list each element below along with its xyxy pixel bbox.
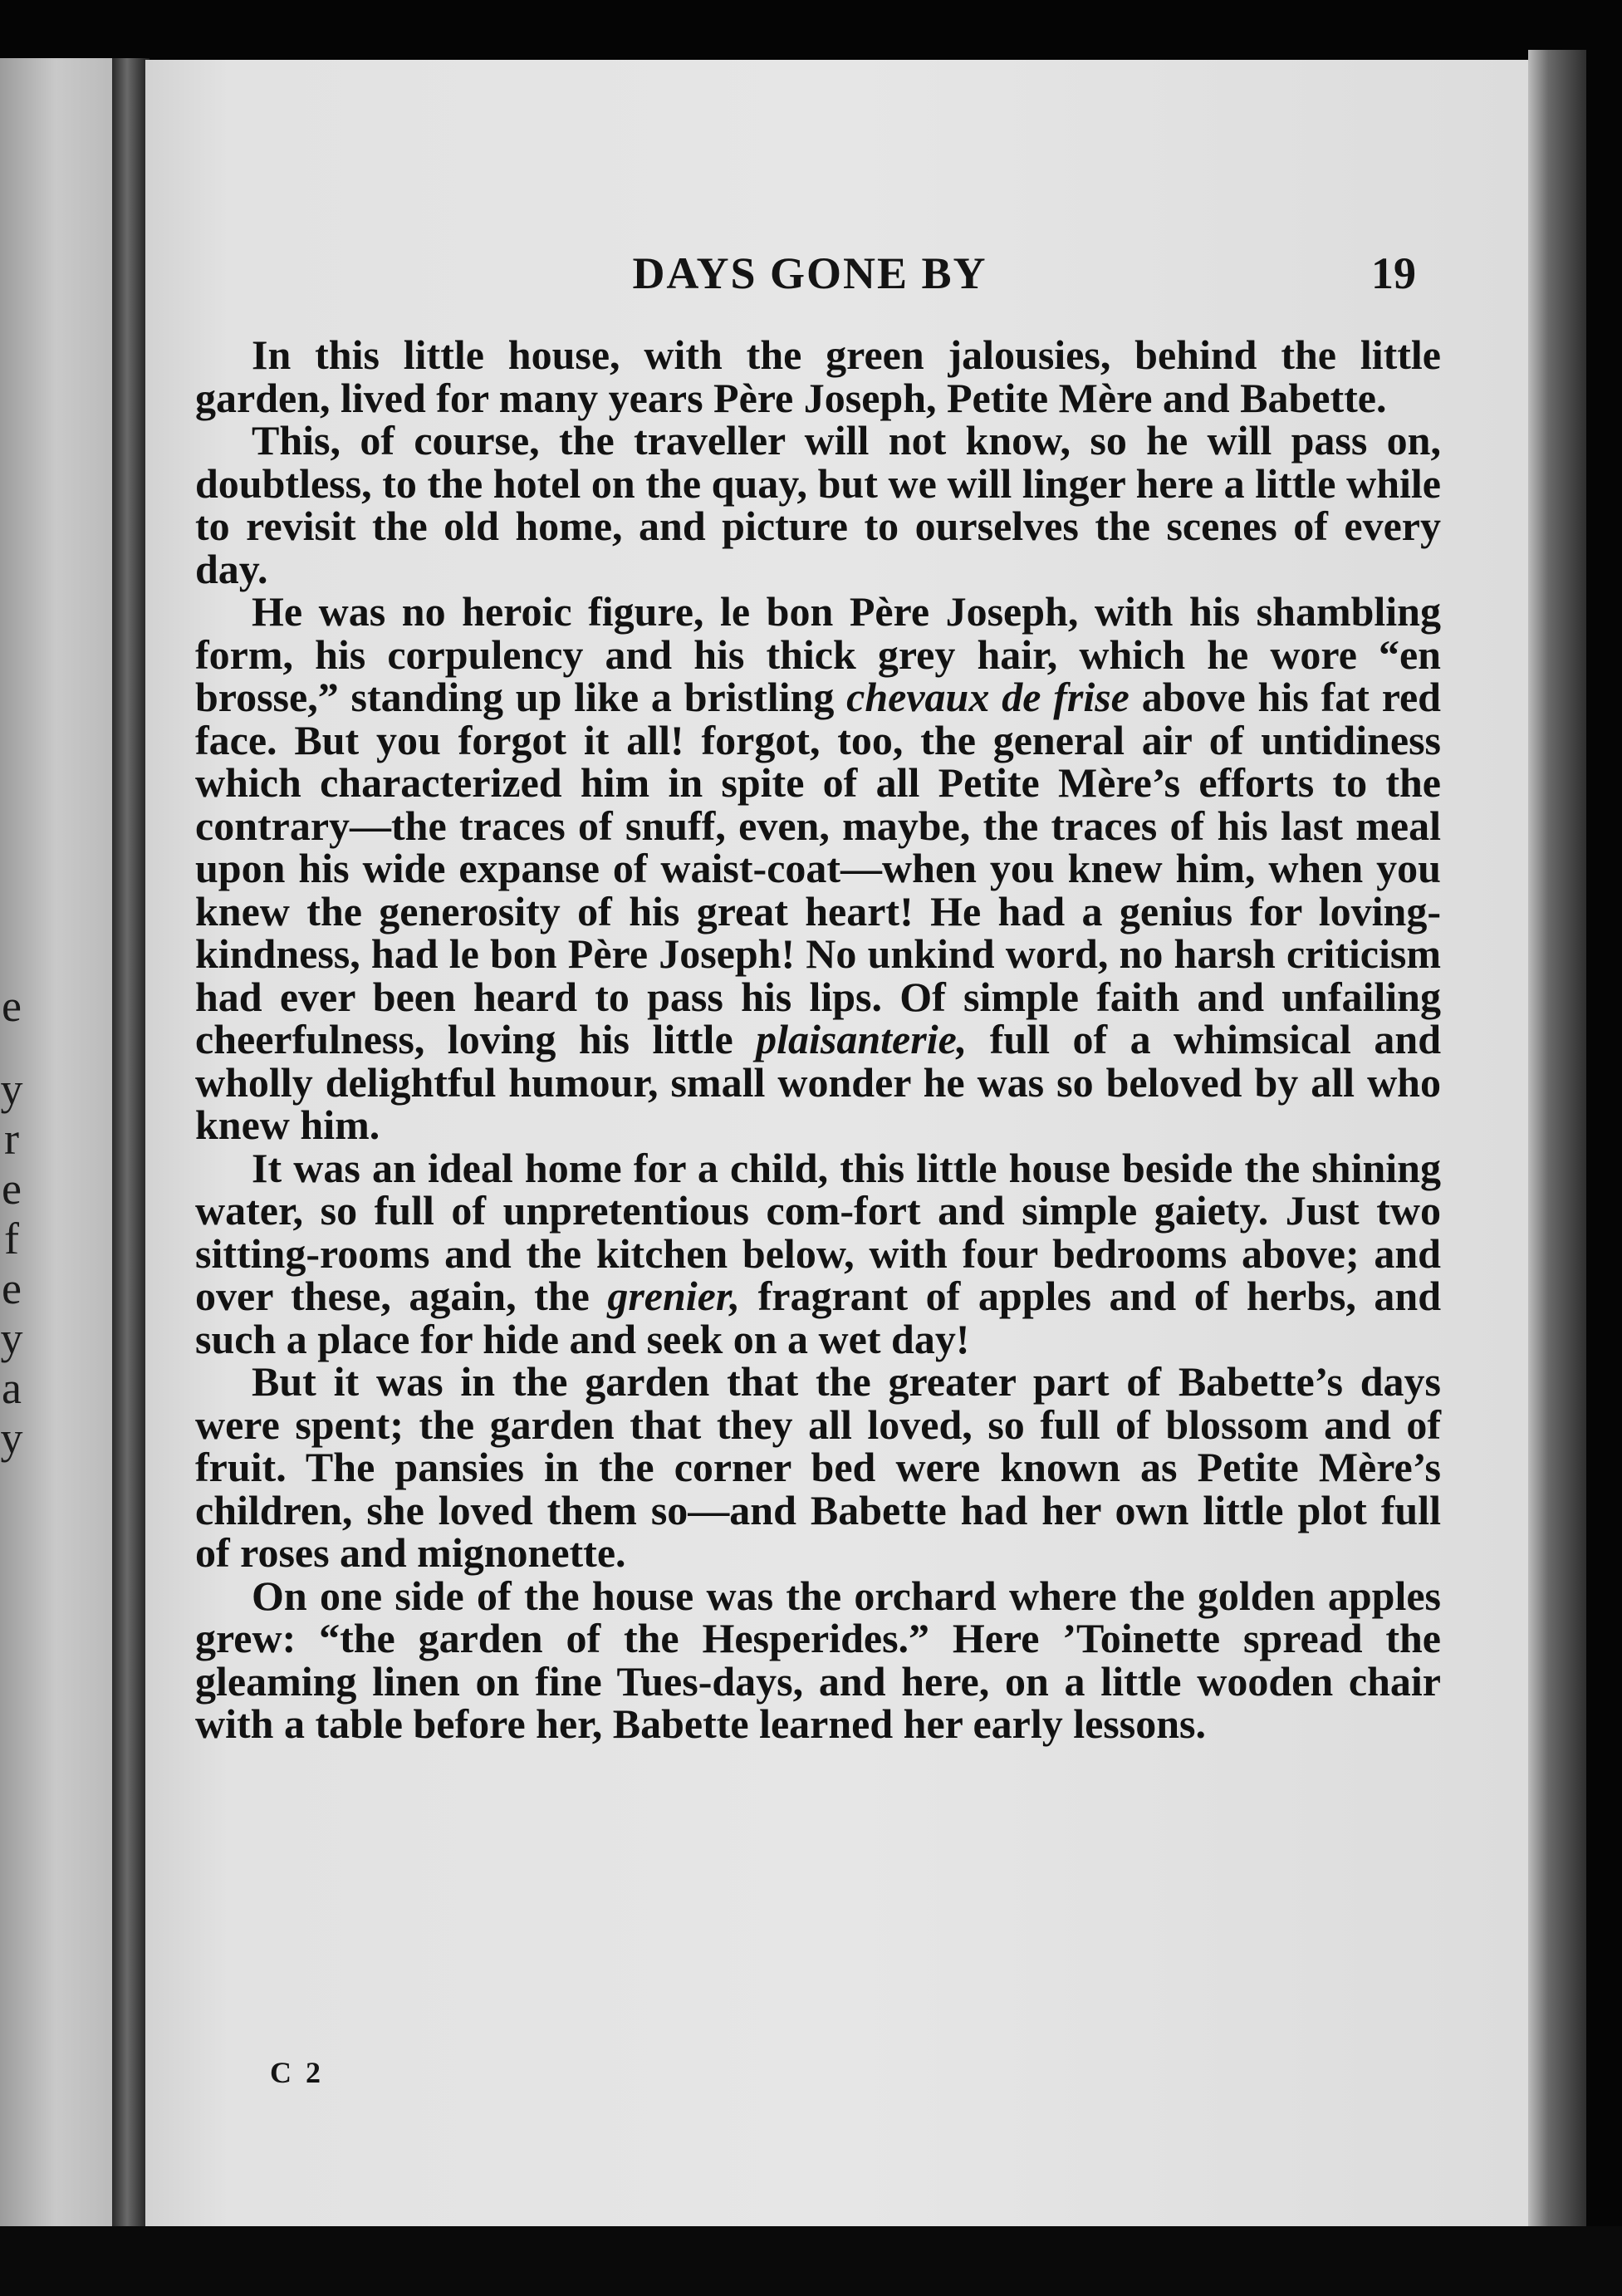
scan-border — [0, 2226, 1622, 2296]
paragraph — [195, 419, 1441, 591]
body-text — [195, 331, 1442, 1747]
facing-page-edge — [0, 58, 125, 2226]
facing-page-letter: e — [2, 1263, 22, 1313]
text-run: fragrant of apples and of herbs, and such a place for hide and seek on a wet day! — [195, 1273, 1442, 1362]
text-run: On one side of the house was the orchard where the golden apples grew: “the garden of the Hesperides.” Here ’Toinette spread the gleaming linen on fine Tues-days, and here, on a little wooden chair with a table before her, Babette learned her early lessons. — [195, 1572, 1441, 1747]
text-run: full of a whimsical and wholly delightful humour, small wonder he was so beloved by all who knew him. — [195, 1016, 1441, 1148]
facing-page-letter: r — [4, 1114, 19, 1164]
book-page — [145, 60, 1532, 2244]
text-run: above his fat red face. But you forgot it all! forgot, too, the general air of untidiness which characterized him in spite of all Petite Mère’s efforts to the contrary—the traces of snuff, even, maybe, the traces of his last meal upon his wide expanse of waist-coat—when you knew him, when you knew the generosity of his great heart! He had a genius for loving-kindness, had le bon Père Joseph! No unkind word, no harsh criticism had ever been heard to pass his lips. Of simple faith and unfailing cheerfulness, loving his little — [195, 674, 1441, 1062]
running-head: DAYS GONE BY — [632, 248, 987, 298]
text-run: This, of course, the traveller will not know, so he will pass on, doubtless, to the hotel on the quay, but we will linger here a little while to revisit the old home, and picture to ourselves the scenes of every day. — [195, 417, 1441, 592]
facing-page-letter: a — [2, 1363, 22, 1413]
signature-mark: C 2 — [270, 2056, 324, 2089]
text-run: But it was in the garden that the greater part of Babette’s days were spent; the garden that they all loved, so full of blossom and of fruit. The pansies in the corner bed were known as Petite Mère’s children, she loved them so—and Babette had her own little plot full of roses and mignonette. — [195, 1358, 1441, 1576]
paragraph — [195, 1144, 1442, 1362]
facing-page-letter: e — [2, 981, 22, 1031]
paragraph — [195, 588, 1441, 1148]
facing-page-letter: f — [4, 1214, 19, 1263]
italic-phrase: plaisanterie, — [756, 1016, 968, 1062]
italic-phrase: grenier, — [607, 1273, 741, 1319]
page-number: 19 — [1371, 248, 1416, 298]
facing-page-letter: y — [0, 1313, 23, 1363]
paragraph — [195, 1572, 1441, 1747]
facing-page-letter: y — [0, 1413, 23, 1463]
text-run: It was an ideal home for a child, this little house beside the shining water, so full of unpretentious com-fort and simple gaiety. Just two sitting-rooms and the kitchen below, with four bedrooms above; and over these, again, the — [195, 1144, 1441, 1319]
page-edge-right — [1528, 50, 1586, 2259]
text-run: He was no heroic figure, le bon Père Joseph, with his shambling form, his corpulency and his thick grey hair, which he wore “en brosse,” standing up like a bristling — [195, 588, 1441, 720]
page-header — [145, 248, 1532, 306]
facing-page-letter: y — [0, 1064, 23, 1114]
text-run: In this little house, with the green jalousies, behind the little garden, lived for many years Père Joseph, Petite Mère and Babette. — [195, 331, 1441, 421]
paragraph — [195, 331, 1441, 421]
italic-phrase: chevaux de frise — [846, 674, 1130, 720]
facing-page-letter: e — [2, 1164, 22, 1214]
book-spine — [112, 58, 149, 2259]
paragraph — [195, 1358, 1441, 1576]
